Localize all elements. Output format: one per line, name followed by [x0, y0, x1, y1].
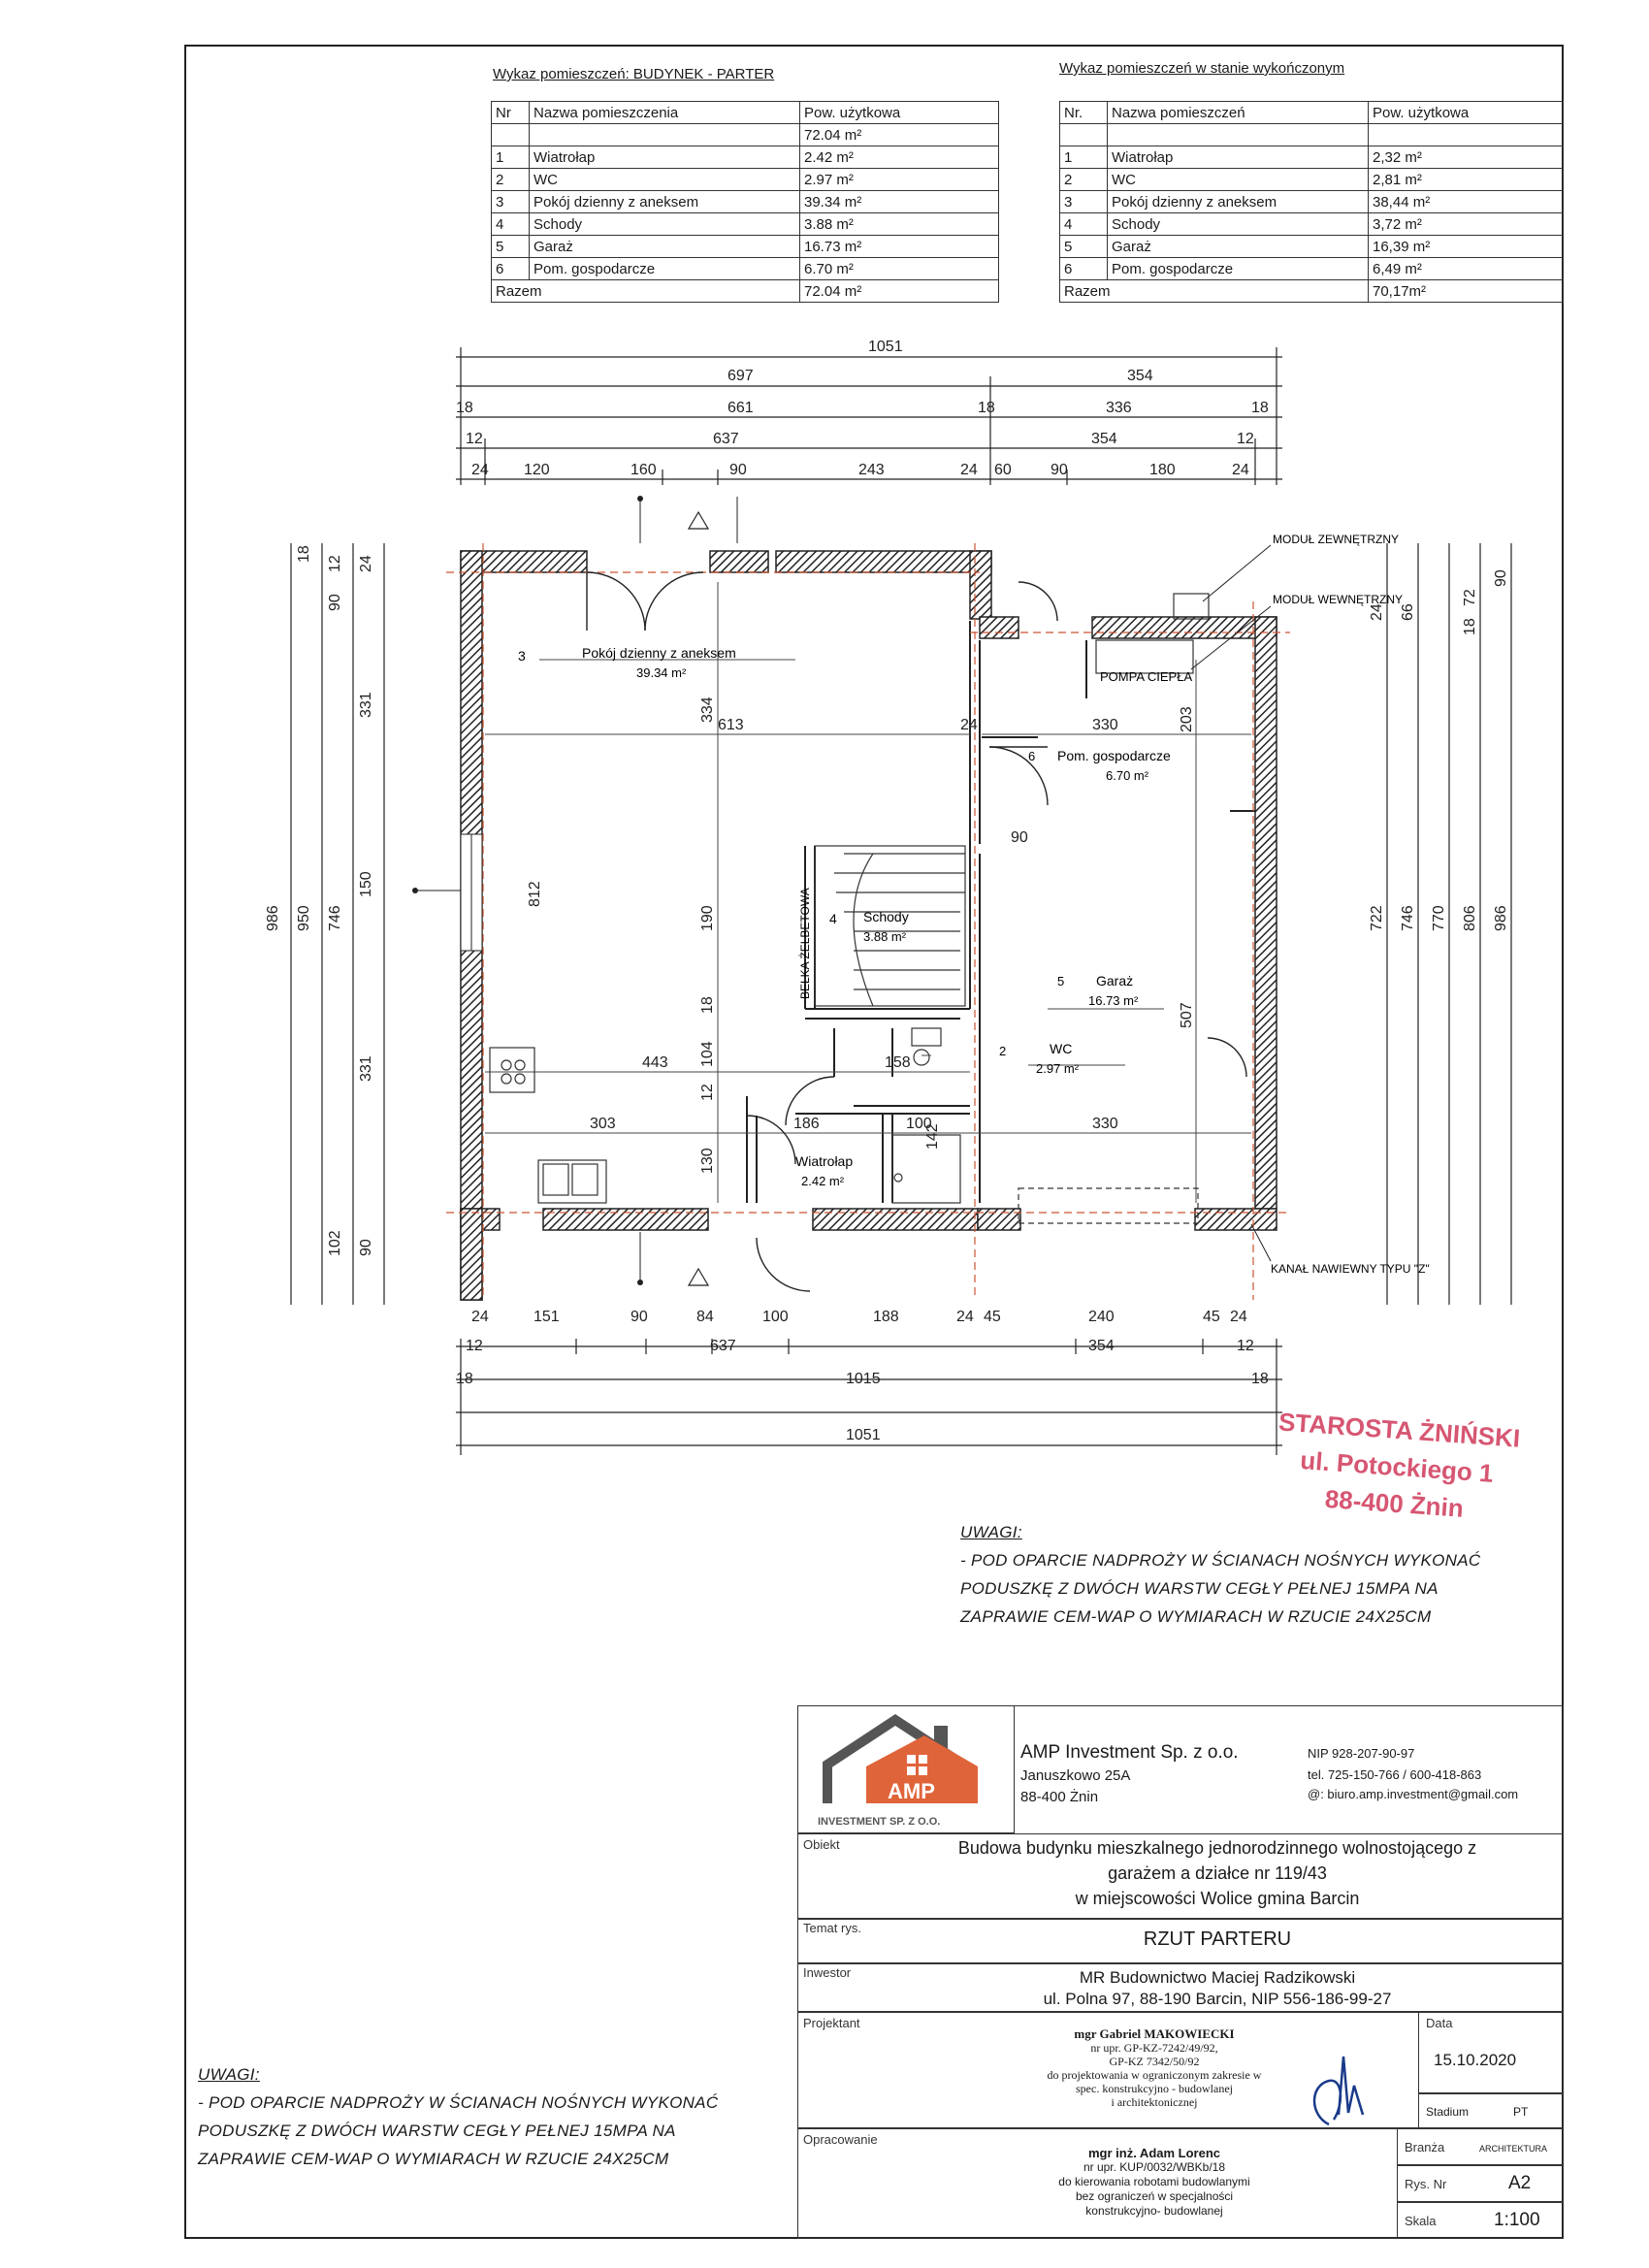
table-cell: Garaż [1108, 236, 1369, 258]
dims_right-3-text: 746 [1400, 905, 1416, 931]
notes-lines-2-text: ZAPRAWIE CEM-WAP O WYMIARACH W RZUCIE 24X25CM [960, 1607, 1432, 1626]
table-cell: 70,17m² [1369, 280, 1564, 303]
dims_bottom-row1-4-text: 100 [762, 1309, 789, 1325]
label-garage: Garaż [1096, 973, 1134, 988]
dims_bottom-row2-2-text: 354 [1088, 1338, 1115, 1354]
titleblock-stadium_label-text: Stadium [1426, 2105, 1470, 2119]
notes-lines_left-2-text: ZAPRAWIE CEM-WAP O WYMIARACH W RZUCIE 24X25CM [198, 2150, 669, 2168]
plan_labels-inner_dims-10-text: 330 [1092, 1116, 1118, 1132]
table-cell: 2 [492, 169, 530, 191]
titleblock-branza-text: ARCHITEKTURA [1479, 2144, 1548, 2154]
table-cell: 4 [492, 213, 530, 236]
rooms-living-area-text: 39.34 m² [636, 665, 687, 680]
plan_labels-inner_dims-0-text: 613 [718, 717, 744, 733]
table-cell: Schody [530, 213, 800, 236]
t1-h-name: Nazwa pomieszczenia [530, 102, 800, 124]
plan_labels-inner_dims-19-text: 12 [699, 1084, 716, 1101]
table-cell: Razem [1060, 280, 1369, 303]
dims_left-9-text: 90 [358, 1239, 374, 1256]
table-cell: 2,32 m² [1369, 146, 1564, 169]
stamp-1-text: ul. Potockiego 1 [1299, 1445, 1495, 1488]
label-wc: WC [1050, 1041, 1073, 1056]
dims_left-0-text: 986 [265, 905, 281, 931]
label-beam: BELKA ŻELBETOWA [798, 888, 812, 999]
date-value: 15.10.2020 [1434, 2051, 1517, 2069]
label-kanal: KANAŁ NAWIEWNY TYPU "Z" [1271, 1262, 1430, 1276]
plan_labels-inner_dims-8-text: 186 [793, 1116, 820, 1132]
dims_right-5-text: 90 [1493, 569, 1509, 587]
titleblock-nip-text: NIP 928-207-90-97 [1308, 1746, 1415, 1761]
dims_top-row4-0-text: 24 [471, 462, 489, 478]
dims_left-3-text: 18 [296, 545, 312, 563]
dims_left-5-text: 331 [358, 692, 374, 718]
dims_top-row3-2-text: 354 [1091, 431, 1117, 447]
dims_top-row4-7-text: 90 [1051, 462, 1068, 478]
t1-sum-label: Razem [492, 280, 800, 303]
titleblock-stadium-text: PT [1513, 2105, 1529, 2119]
dims_right-6-text: 72 [1462, 589, 1478, 606]
notes-lines-0-text: - POD OPARCIE NADPROŻY W ŚCIANACH NOŚNYCH WYKONAĆ [960, 1551, 1481, 1570]
plan_labels-inner_dims-5-text: 443 [642, 1054, 668, 1071]
dims_left-6-text: 150 [358, 871, 374, 897]
dims_left-10-text: 12 [327, 555, 343, 572]
dims_bottom-row1-7-text: 45 [984, 1309, 1001, 1325]
titleblock-projektant-0-text: mgr Gabriel MAKOWIECKI [1074, 2026, 1235, 2041]
table-cell: 5 [492, 236, 530, 258]
plan_labels-inner_dims-17-text: 24 [960, 717, 978, 733]
rooms-garage-area-text: 16.73 m² [1088, 993, 1139, 1008]
table-cell: Pom. gospodarcze [530, 258, 800, 280]
exterior-walls [461, 551, 1277, 1300]
rooms-stairs-num-text: 4 [829, 911, 837, 926]
dims_bottom-row3-2-text: 18 [1251, 1371, 1269, 1387]
dims_left-11-text: 24 [358, 555, 374, 572]
dims_left-7-text: 331 [358, 1055, 374, 1082]
signature [1290, 2027, 1397, 2134]
table-cell: 4 [1060, 213, 1108, 236]
rooms-garage-num-text: 5 [1057, 974, 1065, 988]
dim-top-overall: 1051 [868, 339, 903, 355]
dims_top-row4-5-text: 24 [960, 462, 978, 478]
dims_top-row2-0-text: 18 [456, 400, 473, 416]
table-cell: Pom. gospodarcze [1108, 258, 1369, 280]
dims_top-row1-1-text: 354 [1127, 368, 1153, 384]
table-cell: 3,72 m² [1369, 213, 1564, 236]
plan_labels-inner_dims-2-text: 334 [699, 697, 716, 723]
titleblock-projektant-1-text: nr upr. GP-KZ-7242/49/92, [1090, 2041, 1218, 2055]
titleblock-opracowanie-4-text: konstrukcyjno- budowlanej [1085, 2204, 1223, 2218]
titleblock-projektant_label-text: Projektant [803, 2016, 860, 2030]
investor [873, 1967, 1562, 2010]
plan_labels-inner_dims-13-text: 104 [699, 1041, 716, 1067]
dims_top-row2-4-text: 18 [1251, 400, 1269, 416]
titleblock-projektant-5-text: i architektonicznej [1111, 2095, 1198, 2109]
label-vestibule: Wiatrołap [795, 1153, 854, 1169]
table-cell: 2,81 m² [1369, 169, 1564, 191]
t1-h-area: Pow. użytkowa [800, 102, 999, 124]
rooms-util-area-text: 6.70 m² [1106, 768, 1149, 783]
dims_right-2-text: 770 [1431, 905, 1447, 931]
rooms-stairs-area-text: 3.88 m² [863, 929, 907, 944]
plan_labels-inner_dims-7-text: 303 [590, 1116, 616, 1132]
table-cell: 2.42 m² [800, 146, 999, 169]
dims_bottom-row1-8-text: 240 [1088, 1309, 1115, 1325]
titleblock-skala_label-text: Skala [1405, 2214, 1437, 2228]
object-description [873, 1835, 1562, 1911]
rooms-wc-area-text: 2.97 m² [1036, 1061, 1080, 1076]
rooms-wc-num-text: 2 [999, 1044, 1007, 1058]
dims_top-row4-9-text: 24 [1232, 462, 1249, 478]
plan_labels-inner_dims-14-text: 507 [1179, 1002, 1195, 1028]
plan_labels-inner_dims-6-text: 158 [885, 1054, 911, 1071]
table-cell: Wiatrołap [530, 146, 800, 169]
notes-lines_left-1-text: PODUSZKĘ Z DWÓCH WARSTW CEGŁY PEŁNEJ 15MPA NA [198, 2122, 676, 2140]
plan_labels-inner_dims-1-text: 330 [1092, 717, 1118, 733]
dims_top-row4-2-text: 160 [630, 462, 657, 478]
dims_top-row1-0-text: 697 [728, 368, 754, 384]
titleblock-logo_text-text: AMP [888, 1779, 935, 1803]
notes-heading-text: UWAGI: [198, 2065, 260, 2084]
table-cell: Schody [1108, 213, 1369, 236]
notes-right [960, 1518, 1562, 1631]
dims_bottom-row1-2-text: 90 [630, 1309, 648, 1325]
dims_top-row2-2-text: 18 [978, 400, 995, 416]
dims_right-9-text: 24 [1369, 603, 1385, 621]
amp-logo [798, 1706, 1014, 1832]
company-name: AMP Investment Sp. z o.o. [1020, 1742, 1239, 1763]
table-cell: WC [1108, 169, 1369, 191]
drawing-number: A2 [1508, 2173, 1532, 2193]
titleblock-logo_sub-text: INVESTMENT SP. Z O.O. [818, 1816, 941, 1828]
plan_labels-inner_dims-16-text: 90 [1011, 829, 1028, 846]
label-utility: Pom. gospodarcze [1057, 748, 1171, 763]
titleblock-projektant-3-text: do projektowania w ograniczonym zakresie w [1047, 2068, 1262, 2082]
dims_bottom-row1-3-text: 84 [696, 1309, 714, 1325]
dims_bottom-row2-0-text: 12 [466, 1338, 483, 1354]
table-cell: WC [530, 169, 800, 191]
dims_right-0-text: 986 [1493, 905, 1509, 931]
notes-lines-1-text: PODUSZKĘ Z DWÓCH WARSTW CEGŁY PEŁNEJ 15MPA NA [960, 1579, 1439, 1598]
plan_labels-inner_dims-12-text: 130 [699, 1148, 716, 1174]
table-cell: 3.88 m² [800, 213, 999, 236]
dims_bottom-row1-1-text: 151 [534, 1309, 560, 1325]
plan_labels-inner_dims-4-text: 190 [699, 905, 716, 931]
titleblock-temat_label-text: Temat rys. [803, 1921, 861, 1935]
titleblock-address2-text: 88-400 Żnin [1020, 1789, 1099, 1805]
titleblock-opracowanie_label-text: Opracowanie [803, 2132, 878, 2147]
titleblock-obiekt-2-text: w miejscowości Wolice gmina Barcin [1075, 1889, 1360, 1908]
dims_bottom-row3-0-text: 18 [456, 1371, 473, 1387]
label-living: Pokój dzienny z aneksem [582, 645, 736, 661]
dims_top-row4-1-text: 120 [524, 462, 550, 478]
drawing-title: RZUT PARTERU [1143, 1928, 1292, 1950]
table-cell: 5 [1060, 236, 1108, 258]
dims_top-row2-3-text: 336 [1106, 400, 1132, 416]
titleblock-opracowanie-3-text: bez ograniczeń w specjalności [1075, 2189, 1234, 2203]
table-cell: 16,39 m² [1369, 236, 1564, 258]
titleblock-data_label-text: Data [1426, 2016, 1453, 2030]
titleblock-obiekt-0-text: Budowa budynku mieszkalnego jednorodzinnego wolnostojącego z [957, 1838, 1477, 1858]
dims_bottom-row1-5-text: 188 [873, 1309, 899, 1325]
table-cell: 16.73 m² [800, 236, 999, 258]
scale-value: 1:100 [1494, 2210, 1540, 2230]
table-cell: Pokój dzienny z aneksem [530, 191, 800, 213]
table-cell: 38,44 m² [1369, 191, 1564, 213]
stamp-2-text: 88-400 Żnin [1323, 1483, 1465, 1523]
titleblock-address1-text: Januszkowo 25A [1020, 1767, 1131, 1784]
notes-heading-text: UWAGI: [960, 1523, 1022, 1541]
rooms-vest-area-text: 2.42 m² [801, 1174, 845, 1188]
table-cell: Wiatrołap [1108, 146, 1369, 169]
plan_labels-inner_dims-18-text: 18 [699, 996, 716, 1014]
table-cell: Garaż [530, 236, 800, 258]
dims_bottom-overall-text: 1051 [846, 1427, 881, 1443]
t1-h-nr: Nr [492, 102, 530, 124]
table-cell: Pokój dzienny z aneksem [1108, 191, 1369, 213]
dims_left-1-text: 950 [296, 905, 312, 931]
titleblock-obiekt-1-text: garażem a działce nr 119/43 [1108, 1863, 1327, 1883]
dims_right-8-text: 66 [1400, 603, 1416, 621]
dims_right-7-text: 18 [1462, 618, 1478, 635]
t1-total-top: 72.04 m² [800, 124, 999, 146]
notes-lines_left-0-text: - POD OPARCIE NADPROŻY W ŚCIANACH NOŚNYCH WYKONAĆ [198, 2093, 719, 2112]
prepared-by [1009, 2146, 1300, 2219]
table-cell: 2 [1060, 169, 1108, 191]
titleblock-email-text: @: biuro.amp.investment@gmail.com [1308, 1787, 1519, 1801]
rooms-util-num-text: 6 [1028, 749, 1036, 763]
titleblock-opracowanie-2-text: do kierowania robotami budowlanymi [1058, 2175, 1250, 2188]
titleblock-inwestor-1-text: ul. Polna 97, 88-190 Barcin, NIP 556-186-99-27 [1043, 1990, 1392, 2008]
table-cell: 6 [1060, 258, 1108, 280]
table1-caption: Wykaz pomieszczeń: BUDYNEK - PARTER [493, 66, 775, 82]
table-cell: 3 [1060, 191, 1108, 213]
dims_top-row4-4-text: 243 [858, 462, 885, 478]
table2-caption: Wykaz pomieszczeń w stanie wykończonym [1059, 60, 1345, 77]
dims_top-row3-0-text: 12 [466, 431, 483, 447]
table-cell: Nazwa pomieszczeń [1108, 102, 1369, 124]
dims_right-4-text: 722 [1369, 905, 1385, 931]
label-stairs: Schody [863, 909, 909, 924]
titleblock-projektant-2-text: GP-KZ 7342/50/92 [1109, 2055, 1200, 2068]
table-cell: 1 [492, 146, 530, 169]
titleblock-obiekt_label-text: Obiekt [803, 1837, 840, 1852]
table-cell: 2.97 m² [800, 169, 999, 191]
titleblock-rysnr_label-text: Rys. Nr [1405, 2177, 1447, 2191]
table-cell: 3 [492, 191, 530, 213]
dims_top-row3-1-text: 637 [713, 431, 739, 447]
titleblock-inwestor-0-text: MR Budownictwo Maciej Radzikowski [1079, 1968, 1356, 1987]
dims_bottom-row3-1-text: 1015 [846, 1371, 881, 1387]
dims_top-row4-8-text: 180 [1149, 462, 1176, 478]
dims_top-row3-3-text: 12 [1237, 431, 1254, 447]
titleblock-opracowanie-0-text: mgr inż. Adam Lorenc [1087, 2146, 1221, 2160]
titleblock-opracowanie-1-text: nr upr. KUP/0032/WBKb/18 [1083, 2160, 1226, 2174]
titleblock-tel-text: tel. 725-150-766 / 600-418-863 [1308, 1767, 1482, 1782]
plan_labels-inner_dims-9-text: 100 [906, 1116, 932, 1132]
dims_top-row4-3-text: 90 [729, 462, 747, 478]
table-cell: 6,49 m² [1369, 258, 1564, 280]
dims_bottom-row1-0-text: 24 [471, 1309, 489, 1325]
dims_bottom-row1-6-text: 24 [956, 1309, 974, 1325]
label-modul-int: MODUŁ WEWNĘTRZNY [1273, 593, 1403, 606]
starosta-stamp [1238, 1401, 1555, 1533]
dims_bottom-row2-1-text: 637 [710, 1338, 736, 1354]
stairs-symbol [815, 846, 965, 1006]
table-cell: 6.70 m² [800, 258, 999, 280]
dims_top-row2-1-text: 661 [728, 400, 754, 416]
dims_top-row4-6-text: 60 [994, 462, 1012, 478]
table-cell: Pow. użytkowa [1369, 102, 1564, 124]
dims_right-1-text: 806 [1462, 905, 1478, 931]
plan_labels-inner_dims-15-text: 203 [1179, 706, 1195, 732]
stamp-0-text: STAROSTA ŻNIŃSKI [1277, 1407, 1522, 1453]
table-cell: Nr. [1060, 102, 1108, 124]
t1-sum-value: 72.04 m² [800, 280, 999, 303]
titleblock-projektant-4-text: spec. konstrukcyjno - budowlanej [1076, 2082, 1233, 2095]
dims_bottom-row1-9-text: 45 [1203, 1309, 1220, 1325]
designer-block [1009, 2027, 1300, 2109]
dims_bottom-row1-10-text: 24 [1230, 1309, 1247, 1325]
logo-cell [797, 1705, 1015, 1833]
label-modul-ext: MODUŁ ZEWNĘTRZNY [1273, 533, 1399, 546]
table-cell: 39.34 m² [800, 191, 999, 213]
rooms-living-num-text: 3 [518, 648, 526, 664]
dims_bottom-row2-3-text: 12 [1237, 1338, 1254, 1354]
plan_labels-inner_dims-3-text: 812 [527, 881, 543, 907]
dims_left-4-text: 90 [327, 594, 343, 611]
plan_labels-inner_dims-11-text: 142 [924, 1123, 941, 1150]
dims_left-8-text: 102 [327, 1230, 343, 1256]
dims_left-2-text: 746 [327, 905, 343, 931]
table-cell: 1 [1060, 146, 1108, 169]
titleblock-inwestor_label-text: Inwestor [803, 1965, 852, 1980]
notes-left [198, 2060, 799, 2173]
label-heat-pump: POMPA CIEPŁA [1100, 669, 1193, 684]
table-cell: 6 [492, 258, 530, 280]
titleblock-branza_label-text: Branża [1405, 2140, 1445, 2155]
